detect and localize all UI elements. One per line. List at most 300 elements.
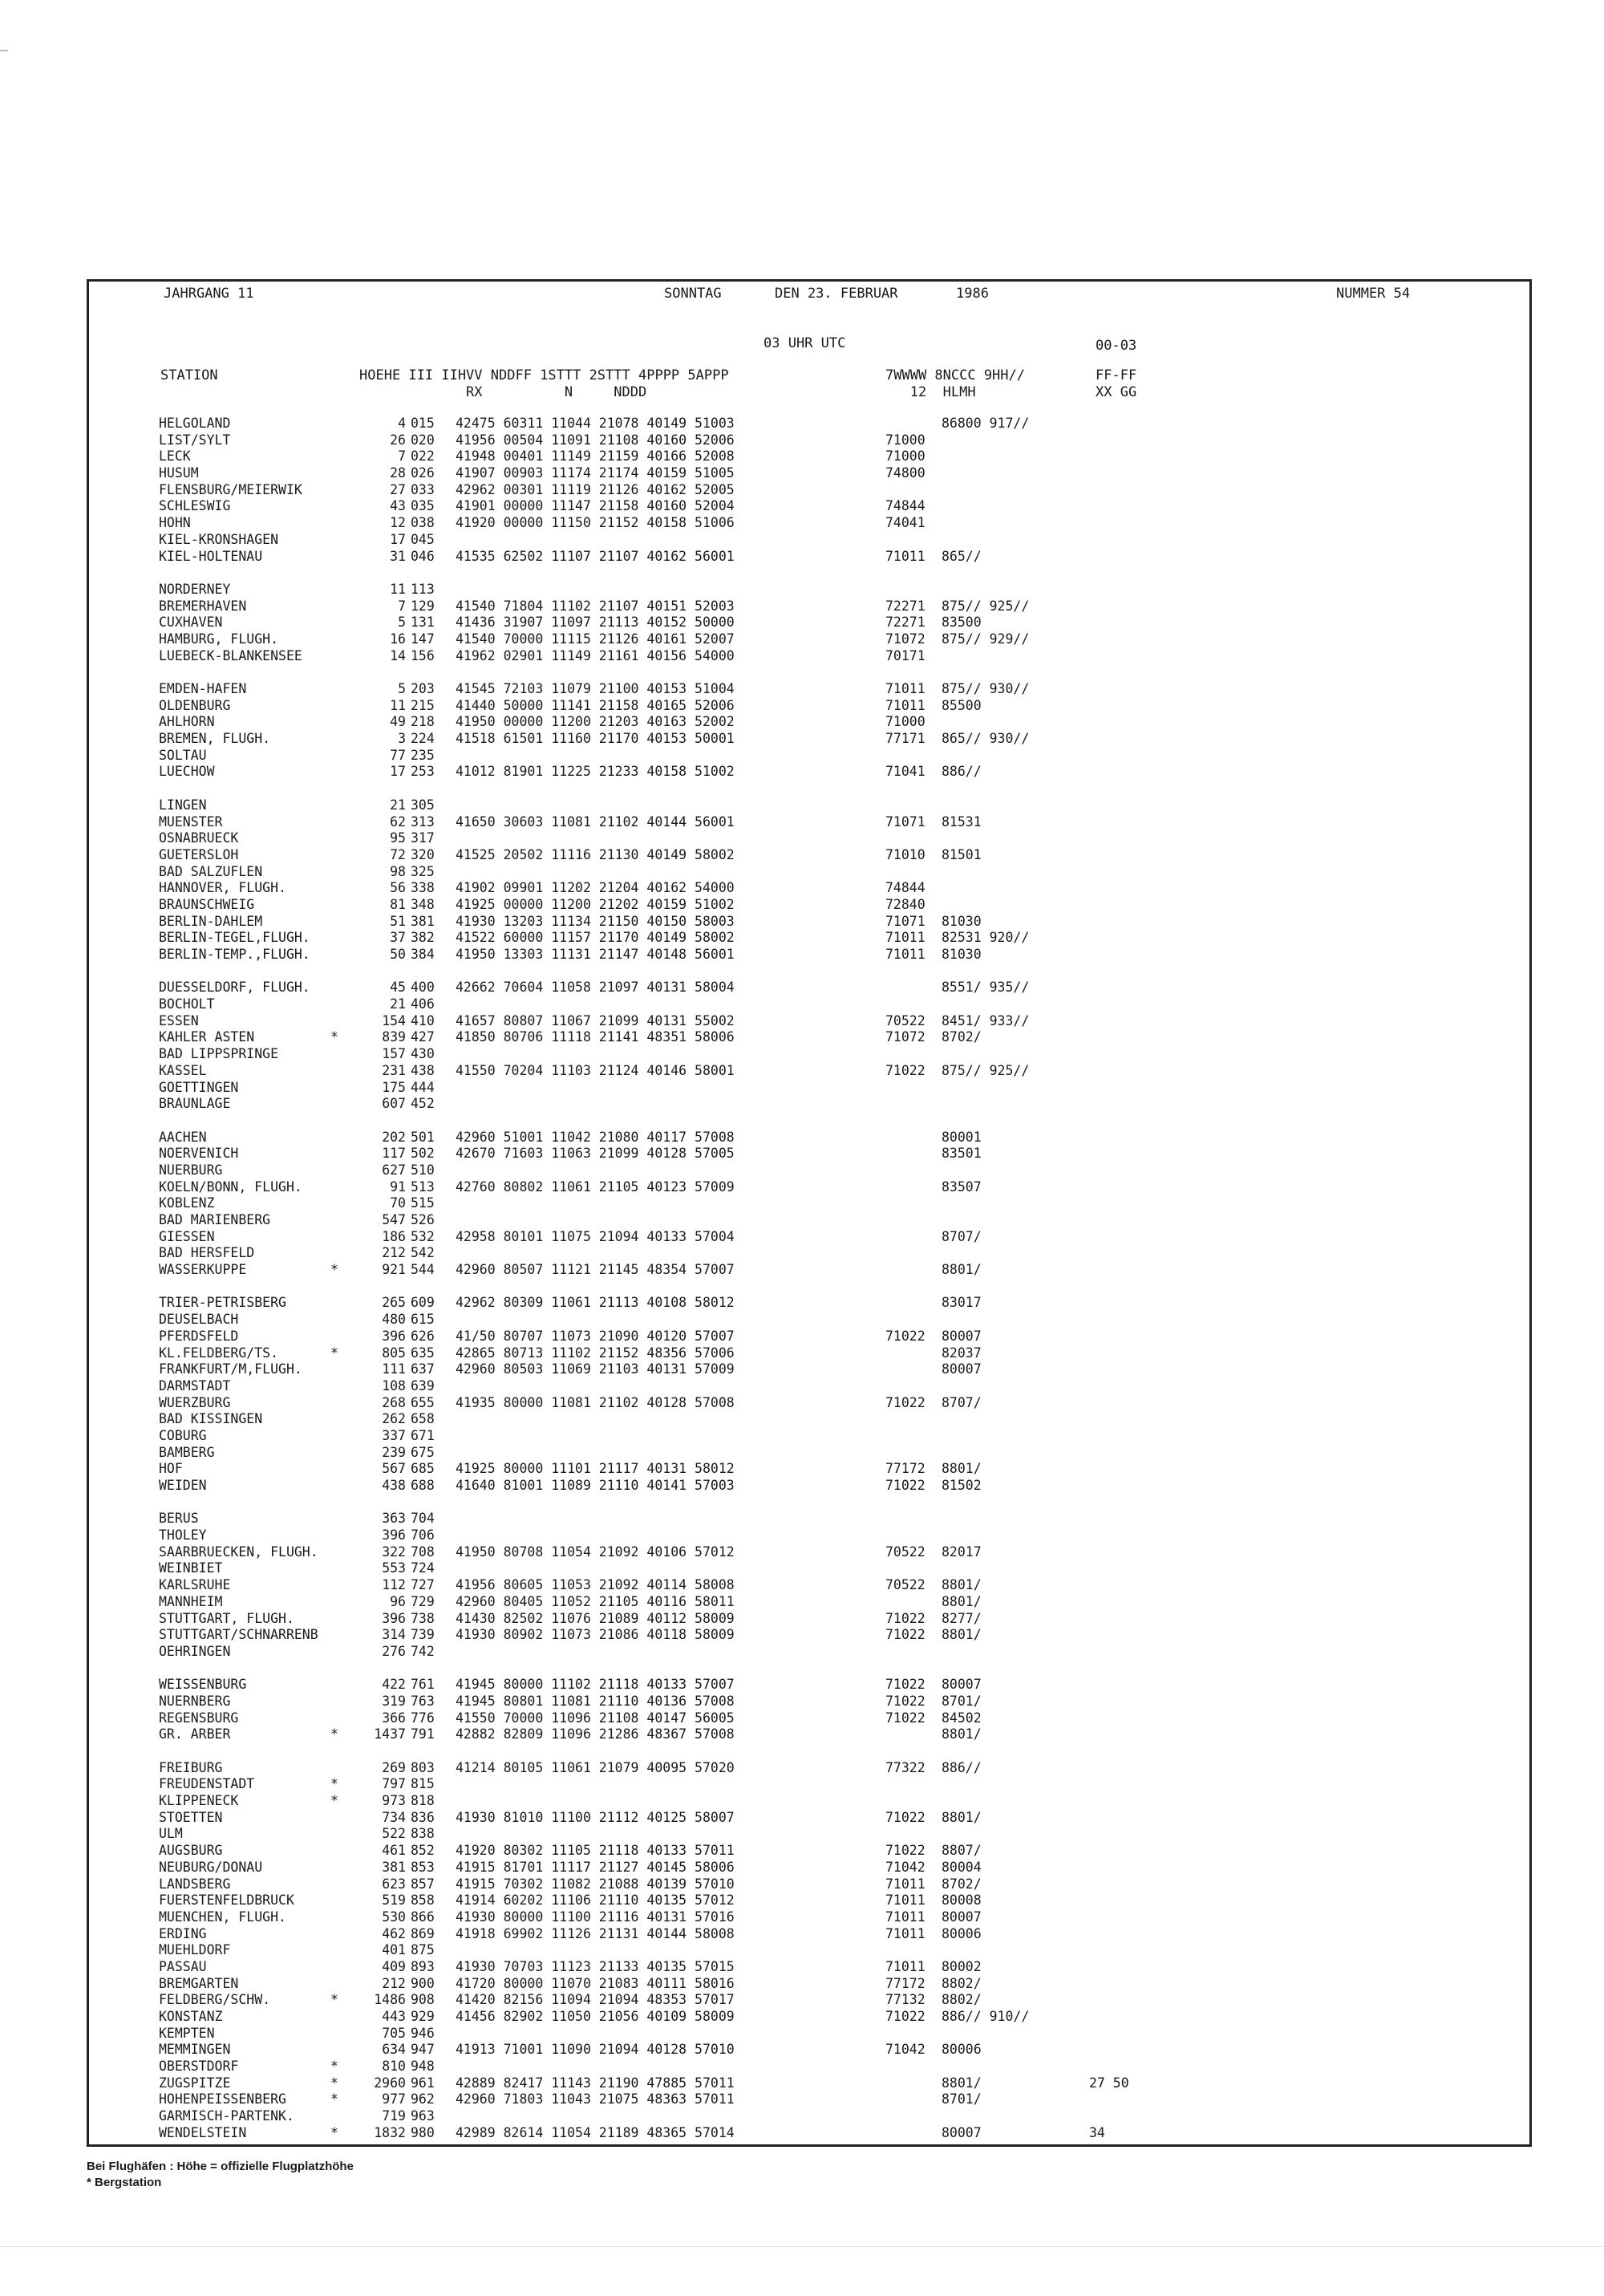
station-height: 921 [382, 1262, 406, 1278]
station-row [159, 1162, 1442, 1179]
weather-group: 77322 [885, 1759, 926, 1775]
station-number: 510 [411, 1162, 435, 1178]
station-name: LECK [159, 448, 191, 464]
weather-group: 71011 [885, 548, 926, 564]
station-number: 235 [411, 747, 435, 763]
station-name: OBERSTDORF [159, 2059, 239, 2075]
cloud-groups: 82531 920// [942, 930, 1030, 946]
weather-group: 71011 [885, 930, 926, 946]
synop-groups: 41436 31907 11097 21113 40152 50000 [456, 615, 735, 631]
synop-groups: 42475 60311 11044 21078 40149 51003 [456, 416, 735, 431]
weather-group: 71022 [885, 1677, 926, 1693]
station-height: 72 [390, 846, 406, 862]
station-row [159, 830, 1442, 847]
station-row [159, 1710, 1442, 1727]
station-row [159, 1428, 1442, 1445]
station-row [159, 1560, 1442, 1577]
station-row [159, 515, 1442, 532]
station-row [159, 1594, 1442, 1611]
station-row [159, 1544, 1442, 1561]
station-name: MEMMINGEN [159, 2042, 231, 2058]
station-number: 502 [411, 1146, 435, 1162]
station-row [159, 631, 1442, 648]
group-separator [159, 781, 1442, 797]
station-height: 314 [382, 1627, 406, 1643]
synop-groups: 42882 82809 11096 21286 48367 57008 [456, 1726, 735, 1742]
station-name: BERLIN-TEMP.,FLUGH. [159, 947, 310, 962]
station-row [159, 1229, 1442, 1246]
station-row [159, 1461, 1442, 1478]
station-number: 869 [411, 1925, 435, 1941]
cloud-groups: 82037 [942, 1345, 982, 1361]
synop-groups: 42960 51001 11042 21080 40117 57008 [456, 1129, 735, 1145]
station-height: 7 [398, 448, 406, 464]
station-name: GIESSEN [159, 1228, 215, 1244]
station-name: AACHEN [159, 1129, 207, 1145]
station-name: ERDING [159, 1925, 207, 1941]
station-name: STUTTGART, FLUGH. [159, 1610, 294, 1626]
synop-groups: 41640 81001 11089 21110 40141 57003 [456, 1478, 735, 1493]
station-height: 461 [382, 1843, 406, 1859]
station-height: 422 [382, 1677, 406, 1693]
weather-group: 71000 [885, 432, 926, 448]
station-height: 17 [390, 764, 406, 780]
cloud-groups: 85500 [942, 697, 982, 713]
station-row [159, 1843, 1442, 1860]
station-height: 5 [398, 615, 406, 631]
station-row [159, 1345, 1442, 1362]
col-right: 7WWWW 8NCCC 9HH// [885, 367, 1025, 383]
station-height: 396 [382, 1328, 406, 1344]
station-height: 396 [382, 1527, 406, 1544]
report-period: 00-03 [1096, 338, 1137, 354]
synop-groups: 41650 30603 11081 21102 40144 56001 [456, 813, 735, 830]
synop-groups: 42962 00301 11119 21126 40162 52005 [456, 481, 735, 497]
station-number: 400 [411, 980, 435, 996]
weather-group: 72271 [885, 598, 926, 614]
station-name: SAARBRUECKEN, FLUGH. [159, 1544, 318, 1560]
station-row [159, 615, 1442, 631]
station-name: KIEL-HOLTENAU [159, 548, 263, 564]
station-name: KASSEL [159, 1062, 207, 1078]
synop-groups: 41456 82902 11050 21056 40109 58009 [456, 2009, 735, 2024]
station-row [159, 1378, 1442, 1395]
synop-groups: 42989 82614 11054 21189 48365 57014 [456, 2124, 735, 2140]
station-row [159, 897, 1442, 914]
cloud-groups: 8801/ [942, 1809, 982, 1825]
station-row [159, 1611, 1442, 1628]
station-name: FREUDENSTADT [159, 1776, 255, 1792]
col-right-sub: 12 HLMH [885, 384, 976, 400]
synop-groups: 41522 60000 11157 21170 40149 58002 [456, 930, 735, 946]
station-row [159, 814, 1442, 831]
weather-group: 71071 [885, 913, 926, 929]
station-height: 231 [382, 1062, 406, 1078]
station-name: STUTTGART/SCHNARRENB [159, 1627, 318, 1643]
station-number: 724 [411, 1560, 435, 1576]
weather-group: 71042 [885, 1859, 926, 1875]
station-name: BRAUNLAGE [159, 1096, 231, 1112]
station-number: 671 [411, 1427, 435, 1443]
station-name: KIEL-KRONSHAGEN [159, 531, 279, 547]
station-name: GUETERSLOH [159, 846, 239, 862]
synop-groups: 42865 80713 11102 21152 48356 57006 [456, 1345, 735, 1361]
weather-group: 74041 [885, 515, 926, 531]
station-row [159, 416, 1442, 432]
station-height: 480 [382, 1312, 406, 1328]
col-station: STATION [160, 367, 218, 383]
station-number: 203 [411, 681, 435, 696]
cloud-groups: 8801/ [942, 1461, 982, 1477]
station-row [159, 1395, 1442, 1412]
station-height: 268 [382, 1394, 406, 1410]
station-row [159, 498, 1442, 515]
station-height: 366 [382, 1710, 406, 1726]
station-height: 154 [382, 1012, 406, 1028]
station-row [159, 1527, 1442, 1544]
cloud-groups: 8802/ [942, 1975, 982, 1991]
station-row [159, 1445, 1442, 1462]
station-row [159, 1644, 1442, 1661]
weather-group: 71022 [885, 1328, 926, 1344]
station-number: 313 [411, 813, 435, 830]
mountain-marker: * [330, 1345, 338, 1361]
cloud-groups: 80006 [942, 2042, 982, 2058]
station-row [159, 432, 1442, 449]
station-name: BAD LIPPSPRINGE [159, 1046, 279, 1062]
station-row [159, 714, 1442, 731]
synop-groups: 41913 71001 11090 21094 40128 57010 [456, 2042, 735, 2058]
synop-groups: 41956 80605 11053 21092 40114 58008 [456, 1577, 735, 1593]
cloud-groups: 8807/ [942, 1843, 982, 1859]
station-row [159, 1080, 1442, 1097]
station-name: EMDEN-HAFEN [159, 681, 247, 696]
station-number: 452 [411, 1096, 435, 1112]
station-number: 655 [411, 1394, 435, 1410]
station-height: 409 [382, 1958, 406, 1974]
station-row [159, 930, 1442, 947]
station-row [159, 1146, 1442, 1162]
station-number: 704 [411, 1511, 435, 1527]
station-name: WEIDEN [159, 1478, 207, 1493]
cloud-groups: 8801/ [942, 1262, 982, 1278]
station-height: 1832 [374, 2124, 406, 2140]
station-number: 381 [411, 913, 435, 929]
station-name: WEISSENBURG [159, 1677, 247, 1693]
station-number: 147 [411, 631, 435, 647]
station-name: LUECHOW [159, 764, 215, 780]
station-number: 738 [411, 1610, 435, 1626]
station-name: NUERNBERG [159, 1693, 231, 1709]
station-number: 635 [411, 1345, 435, 1361]
station-name: FRANKFURT/M,FLUGH. [159, 1361, 302, 1377]
station-name: NEUBURG/DONAU [159, 1859, 263, 1875]
station-height: 462 [382, 1925, 406, 1941]
synop-groups: 41518 61501 11160 21170 40153 50001 [456, 731, 735, 747]
station-height: 45 [390, 980, 406, 996]
station-name: OEHRINGEN [159, 1643, 231, 1659]
station-number: 776 [411, 1710, 435, 1726]
station-name: KARLSRUHE [159, 1577, 231, 1593]
station-row [159, 2026, 1442, 2042]
station-name: DARMSTADT [159, 1377, 231, 1393]
station-number: 035 [411, 498, 435, 514]
station-height: 322 [382, 1544, 406, 1560]
station-name: HELGOLAND [159, 416, 231, 431]
synop-groups: 42960 80507 11121 21145 48354 57007 [456, 1262, 735, 1278]
station-row [159, 598, 1442, 615]
station-number: 963 [411, 2108, 435, 2124]
station-number: 020 [411, 432, 435, 448]
station-number: 803 [411, 1759, 435, 1775]
weather-group: 71022 [885, 1693, 926, 1709]
cloud-groups: 8802/ [942, 1992, 982, 2008]
station-row [159, 1411, 1442, 1428]
station-row [159, 1959, 1442, 1976]
synop-groups: 41925 80000 11101 21117 40131 58012 [456, 1461, 735, 1477]
cloud-groups: 8451/ 933// [942, 1012, 1030, 1028]
station-name: MUEHLDORF [159, 1942, 231, 1958]
station-row [159, 1926, 1442, 1943]
station-row [159, 1942, 1442, 1959]
weather-group: 71072 [885, 1029, 926, 1045]
synop-groups: 41945 80000 11102 21118 40133 57007 [456, 1677, 735, 1693]
weather-group: 70522 [885, 1577, 926, 1593]
station-name: BAD SALZUFLEN [159, 863, 263, 879]
station-height: 56 [390, 880, 406, 896]
cloud-groups: 886// 910// [942, 2009, 1030, 2024]
cloud-groups: 865// 930// [942, 731, 1030, 747]
station-height: 186 [382, 1228, 406, 1244]
station-number: 427 [411, 1029, 435, 1045]
station-row [159, 1262, 1442, 1279]
cloud-groups: 80001 [942, 1129, 982, 1145]
station-height: 401 [382, 1942, 406, 1958]
station-number: 515 [411, 1195, 435, 1211]
synop-groups: 41540 70000 11115 21126 40161 52007 [456, 631, 735, 647]
synop-groups: 42960 80405 11052 21105 40116 58011 [456, 1593, 735, 1609]
mountain-marker: * [330, 1992, 338, 2008]
station-row [159, 1694, 1442, 1710]
weather-group: 77132 [885, 1992, 926, 2008]
station-number: 382 [411, 930, 435, 946]
weather-group: 72271 [885, 615, 926, 631]
mountain-marker: * [330, 2059, 338, 2075]
synop-groups: 42662 70604 11058 21097 40131 58004 [456, 980, 735, 996]
station-name: BAD HERSFELD [159, 1245, 255, 1261]
station-number: 742 [411, 1643, 435, 1659]
station-name: GOETTINGEN [159, 1079, 239, 1095]
station-row [159, 582, 1442, 598]
station-height: 567 [382, 1461, 406, 1477]
synop-groups: 41902 09901 11202 21204 40162 54000 [456, 880, 735, 896]
synop-groups: 41930 80902 11073 21086 40118 58009 [456, 1627, 735, 1643]
station-name: KONSTANZ [159, 2009, 223, 2024]
station-name: KL.FELDBERG/TS. [159, 1345, 279, 1361]
station-height: 112 [382, 1577, 406, 1593]
station-name: FUERSTENFELDBRUCK [159, 1892, 294, 1909]
station-number: 045 [411, 531, 435, 547]
station-height: 2960 [374, 2075, 406, 2091]
synop-groups: 41962 02901 11149 21161 40156 54000 [456, 647, 735, 663]
mountain-marker: * [330, 2075, 338, 2091]
station-name: BAD KISSINGEN [159, 1411, 263, 1427]
synop-groups: 41920 00000 11150 21152 40158 51006 [456, 515, 735, 531]
station-row [159, 2042, 1442, 2059]
cloud-groups: 875// 929// [942, 631, 1030, 647]
station-height: 212 [382, 1975, 406, 1991]
station-row [159, 2009, 1442, 2026]
station-height: 16 [390, 631, 406, 647]
weather-group: 71041 [885, 764, 926, 780]
station-name: BRAUNSCHWEIG [159, 896, 255, 912]
station-number: 637 [411, 1361, 435, 1377]
station-number: 893 [411, 1958, 435, 1974]
station-height: 262 [382, 1411, 406, 1427]
station-height: 81 [390, 896, 406, 912]
cloud-groups: 8801/ [942, 1577, 982, 1593]
station-height: 11 [390, 581, 406, 597]
station-height: 37 [390, 930, 406, 946]
weather-group: 72840 [885, 896, 926, 912]
cloud-groups: 80007 [942, 1909, 982, 1925]
station-name: HAMBURG, FLUGH. [159, 631, 279, 647]
station-row [159, 1677, 1442, 1694]
station-height: 3 [398, 731, 406, 747]
station-number: 947 [411, 2042, 435, 2058]
station-height: 810 [382, 2059, 406, 2075]
group-separator [159, 1279, 1442, 1296]
group-separator [159, 1113, 1442, 1130]
station-row [159, 1046, 1442, 1063]
station-height: 157 [382, 1046, 406, 1062]
station-height: 202 [382, 1129, 406, 1145]
station-height: 319 [382, 1693, 406, 1709]
station-height: 381 [382, 1859, 406, 1875]
station-height: 175 [382, 1079, 406, 1095]
group-separator [159, 1743, 1442, 1760]
station-row [159, 1096, 1442, 1113]
station-number: 729 [411, 1593, 435, 1609]
station-name: DUESSELDORF, FLUGH. [159, 980, 310, 996]
weather-group: 71022 [885, 1610, 926, 1626]
station-number: 218 [411, 714, 435, 730]
cloud-groups: 875// 925// [942, 598, 1030, 614]
station-number: 791 [411, 1726, 435, 1742]
station-height: 4 [398, 416, 406, 431]
station-height: 77 [390, 747, 406, 763]
station-name: GARMISCH-PARTENK. [159, 2108, 294, 2124]
synop-groups: 41214 80105 11061 21079 40095 57020 [456, 1759, 735, 1775]
station-number: 639 [411, 1377, 435, 1393]
station-name: KOBLENZ [159, 1195, 215, 1211]
station-height: 117 [382, 1146, 406, 1162]
synop-groups: 42958 80101 11075 21094 40133 57004 [456, 1228, 735, 1244]
col-ff: FF-FF [1096, 367, 1137, 383]
station-name: OSNABRUECK [159, 830, 239, 846]
cloud-groups: 80007 [942, 1361, 982, 1377]
synop-groups: 41930 70703 11123 21133 40135 57015 [456, 1958, 735, 1974]
station-height: 5 [398, 681, 406, 696]
cloud-groups: 8707/ [942, 1228, 982, 1244]
cloud-groups: 8801/ [942, 2075, 982, 2091]
station-number: 929 [411, 2009, 435, 2024]
station-name: WEINBIET [159, 1560, 223, 1576]
station-row [159, 914, 1442, 931]
station-row [159, 532, 1442, 549]
station-height: 627 [382, 1162, 406, 1178]
station-name: BREMGARTEN [159, 1975, 239, 1991]
station-number: 253 [411, 764, 435, 780]
station-name: NORDERNEY [159, 581, 231, 597]
station-name: BERLIN-DAHLEM [159, 913, 263, 929]
station-name: FREIBURG [159, 1759, 223, 1775]
station-number: 615 [411, 1312, 435, 1328]
cloud-groups: 8702/ [942, 1029, 982, 1045]
station-row [159, 681, 1442, 698]
station-name: AHLHORN [159, 714, 215, 730]
group-separator [159, 565, 1442, 582]
station-number: 626 [411, 1328, 435, 1344]
station-row [159, 1577, 1442, 1594]
weather-group: 71022 [885, 1710, 926, 1726]
wind-gust: 34 [1089, 2124, 1105, 2140]
synop-groups: 41/50 80707 11073 21090 40120 57007 [456, 1328, 735, 1344]
weather-group: 70522 [885, 1544, 926, 1560]
station-row [159, 1478, 1442, 1495]
station-name: LIST/SYLT [159, 432, 231, 448]
station-row [159, 482, 1442, 499]
station-height: 522 [382, 1826, 406, 1842]
station-height: 239 [382, 1444, 406, 1460]
synop-groups: 41956 00504 11091 21108 40160 52006 [456, 432, 735, 448]
station-number: 763 [411, 1693, 435, 1709]
mountain-marker: * [330, 1029, 338, 1045]
station-height: 973 [382, 1793, 406, 1809]
station-row [159, 1245, 1442, 1262]
station-height: 265 [382, 1295, 406, 1311]
synop-groups: 41657 80807 11067 21099 40131 55002 [456, 1012, 735, 1028]
station-name: WENDELSTEIN [159, 2124, 247, 2140]
group-separator [159, 963, 1442, 980]
synop-groups: 42962 80309 11061 21113 40108 58012 [456, 1295, 735, 1311]
col-ff-sub: XX GG [1096, 384, 1137, 400]
station-name: COBURG [159, 1427, 207, 1443]
weather-group: 74844 [885, 880, 926, 896]
station-name: KLIPPENECK [159, 1793, 239, 1809]
weather-group: 74844 [885, 498, 926, 514]
station-row [159, 1726, 1442, 1743]
station-number: 406 [411, 996, 435, 1012]
station-height: 14 [390, 647, 406, 663]
synop-groups: 41720 80000 11070 21083 40111 58016 [456, 1975, 735, 1991]
station-height: 96 [390, 1593, 406, 1609]
synop-groups: 41535 62502 11107 21107 40162 56001 [456, 548, 735, 564]
weather-group: 77172 [885, 1461, 926, 1477]
synop-groups: 41525 20502 11116 21130 40149 58002 [456, 846, 735, 862]
station-name: FLENSBURG/MEIERWIK [159, 481, 302, 497]
station-name: HOHENPEISSENBERG [159, 2091, 286, 2107]
station-row [159, 1826, 1442, 1843]
station-name: BOCHOLT [159, 996, 215, 1012]
station-name: HOHN [159, 515, 191, 531]
station-name: BERLIN-TEGEL,FLUGH. [159, 930, 310, 946]
station-number: 542 [411, 1245, 435, 1261]
station-number: 948 [411, 2059, 435, 2075]
station-height: 111 [382, 1361, 406, 1377]
synop-groups: 41948 00401 11149 21159 40166 52008 [456, 448, 735, 464]
station-number: 858 [411, 1892, 435, 1909]
